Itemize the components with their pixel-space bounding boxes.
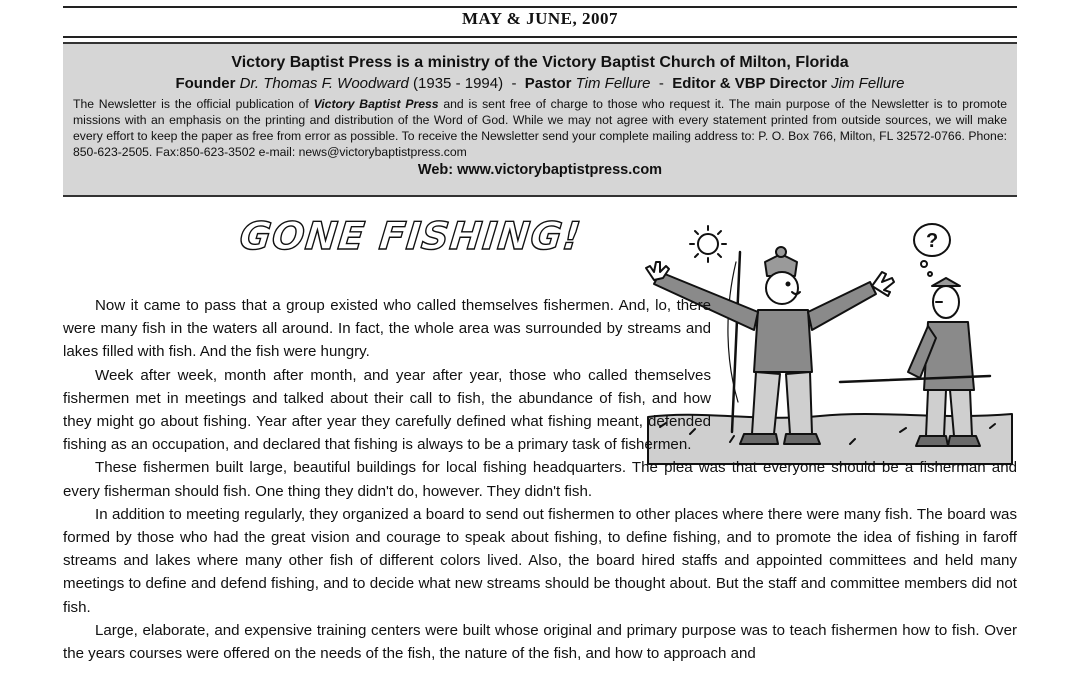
article-title: GONE FISHING! <box>237 214 584 258</box>
masthead-description <box>73 96 1007 160</box>
description-prefix: The Newsletter is the official publication of <box>73 97 314 111</box>
article-paragraph: Large, elaborate, and expensive training centers were built whose original and primary purpose was to teach fishermen how to fish. Over the years courses were offered on the needs of the fish, the nature of the fish, and how to approach and <box>63 621 1017 663</box>
thought-bubble <box>914 224 950 276</box>
article-paragraph: These fishermen built large, beautiful buildings for local fishing headquarters. The plea was that everyone should be a fisherman and every fisherman should fish. One thing they didn't do, however. They didn't fish. <box>63 459 1017 500</box>
staff-separator: - <box>511 75 517 92</box>
question-mark: ? <box>926 230 939 252</box>
founder-label: Founder <box>175 75 236 92</box>
founder-years: (1935 - 1994) <box>413 75 504 92</box>
staff-separator: - <box>658 75 664 92</box>
publisher-name: Victory Baptist Press <box>313 97 439 111</box>
issue-date: MAY & JUNE, 2007 <box>462 9 618 28</box>
editor-label: Editor & VBP Director <box>672 75 827 92</box>
masthead-title: Victory Baptist Press is a ministry of the Victory Baptist Church of Milton, Florida <box>231 54 849 71</box>
description-suffix: and is sent free of charge to those who request it. The main purpose of the Newsletter is to promote missions with an emphasis on the printing and distribution of the Word of God. While we may not agree with every statement printed from outside sources, we will make every effort to keep the paper as free from error as possible. To receive the Newsletter send your complete mailing address to: P. O. Box 766, Milton, FL 32572-0766. Phone: 850-623-2505. Fax:850-623-3502 e-mail: news@victorybaptistpress.com <box>73 97 1008 159</box>
pastor-label: Pastor <box>524 75 572 92</box>
pastor-name: Tim Fellure <box>575 75 651 92</box>
editor-name: Jim Fellure <box>831 75 905 92</box>
masthead-staff-line <box>63 75 1017 92</box>
sun-icon <box>690 226 726 262</box>
article-paragraph: Week after week, month after month, and year after year, those who called themselves fishermen met in meetings and talked about their call to fish, the abundance of fish, and how they might go about fishing. Year after year they carefully defined what fishing meant, defended fishing as an occupation, and declared that fishing is always to be a primary task of fishermen. <box>63 366 711 454</box>
article-paragraph: In addition to meeting regularly, they organized a board to send out fishermen to other places where there were many fish. The board was formed by those who had the great vision and courage to speak about fishing, to define fishing, and to promote the idea of fishing in faroff streams and lakes where many other fish of different colors lived. Also, the board hired staffs and appointed committees and held many meetings to define and defend fishing, and to decide what new streams should be thought about. But the staff and committee members did not fish. <box>63 505 1017 616</box>
article-paragraph: Now it came to pass that a group existed who called themselves fishermen. And, lo, there were many fish in the waters all around. In fact, the whole area was surrounded by streams and lakes filled with fish. And the fish were hungry. <box>63 297 711 361</box>
founder-name: Dr. Thomas F. Woodward <box>239 75 409 92</box>
date-rule <box>63 36 1017 38</box>
top-rule <box>63 6 1017 8</box>
masthead-box <box>63 42 1017 197</box>
website-line[interactable]: Web: www.victorybaptistpress.com <box>417 162 663 178</box>
article-body <box>63 294 1017 665</box>
